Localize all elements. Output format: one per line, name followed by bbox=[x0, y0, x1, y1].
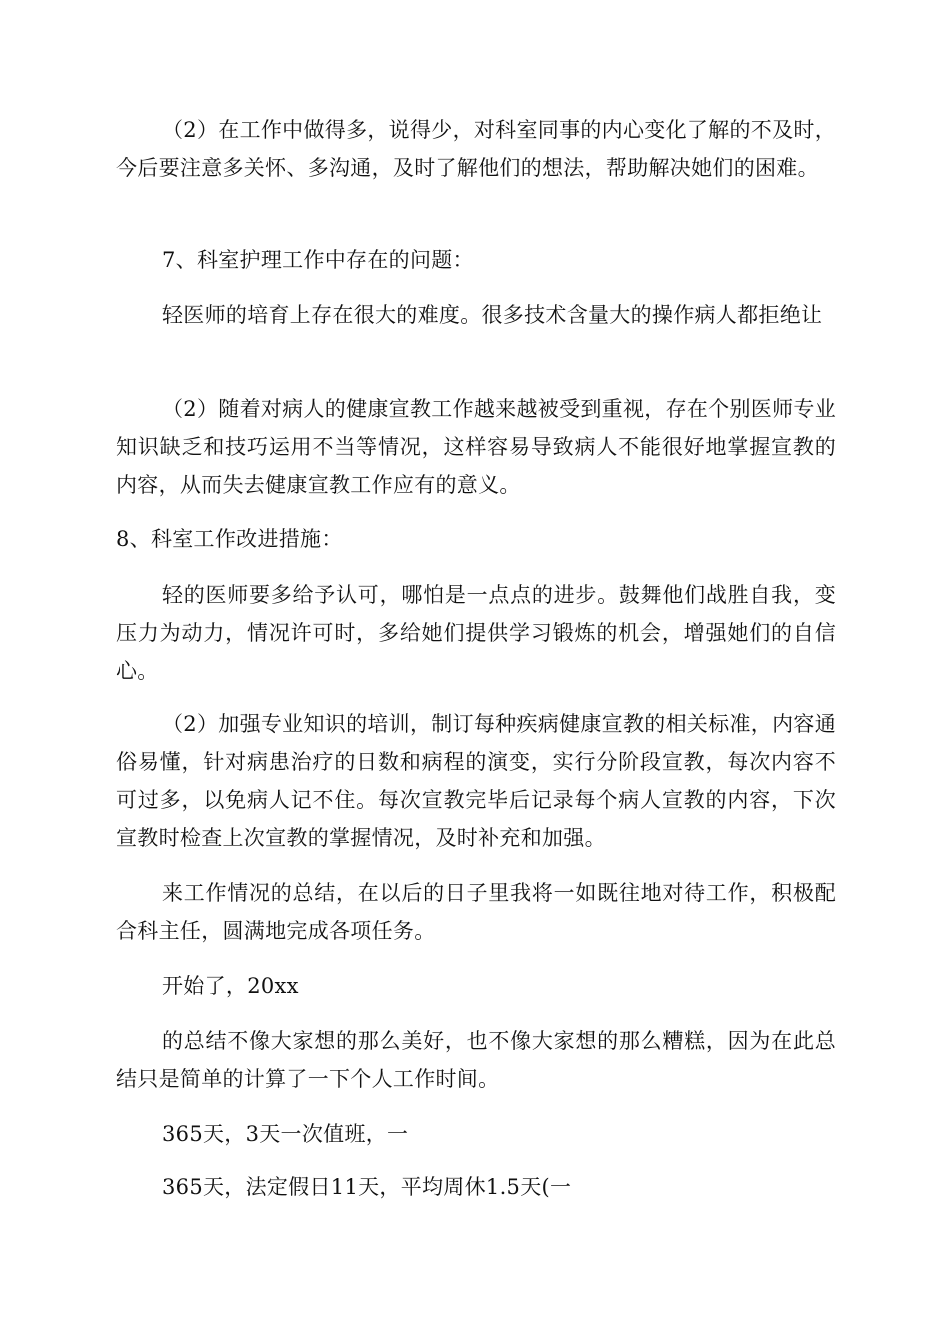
paragraph-encouragement: 轻的医师要多给予认可，哪怕是一点点的进步。鼓舞他们战胜自我，变压力为动力，情况许可时，多给她们提供学习锻炼的机会，增强她们的自信心。 bbox=[116, 583, 836, 683]
paragraph-summary: 来工作情况的总结，在以后的日子里我将一如既往地对待工作，积极配合科主任，圆满地完成各项任务。 bbox=[116, 881, 836, 943]
paragraph-holidays: 365天，法定假日11天，平均周休1.5天(一 bbox=[162, 1175, 572, 1199]
paragraph-work-time: 的总结不像大家想的那么美好，也不像大家想的那么糟糕，因为在此总结只是简单的计算了一下个人工作时间。 bbox=[116, 1029, 836, 1091]
heading-improvements: 8、科室工作改进措施： bbox=[116, 527, 343, 551]
paragraph-start: 开始了，20xx bbox=[162, 974, 299, 998]
heading-problems: 7、科室护理工作中存在的问题： bbox=[162, 248, 474, 272]
paragraph-knowledge-training: （2）加强专业知识的培训，制订每种疾病健康宣教的相关标准，内容通俗易懂，针对病患治疗的日数和病程的演变，实行分阶段宣教，每次内容不可过多，以免病人记不住。每次宣教完毕后记录每个病人宣教的内容，下次宣教时检查上次宣教的掌握情况，及时补充和加强。 bbox=[116, 712, 836, 850]
paragraph-duty-days: 365天，3天一次值班，一 bbox=[162, 1122, 409, 1146]
paragraph-health-education: （2）随着对病人的健康宣教工作越来越被受到重视，存在个别医师专业知识缺乏和技巧运用不当等情况，这样容易导致病人不能很好地掌握宣教的内容，从而失去健康宣教工作应有的意义。 bbox=[116, 397, 836, 497]
paragraph-training-difficulty: 轻医师的培育上存在很大的难度。很多技术含量大的操作病人都拒绝让 bbox=[162, 303, 823, 327]
paragraph-communication: （2）在工作中做得多，说得少，对科室同事的内心变化了解的不及时，今后要注意多关怀、多沟通，及时了解他们的想法，帮助解决她们的困难。 bbox=[116, 118, 836, 180]
